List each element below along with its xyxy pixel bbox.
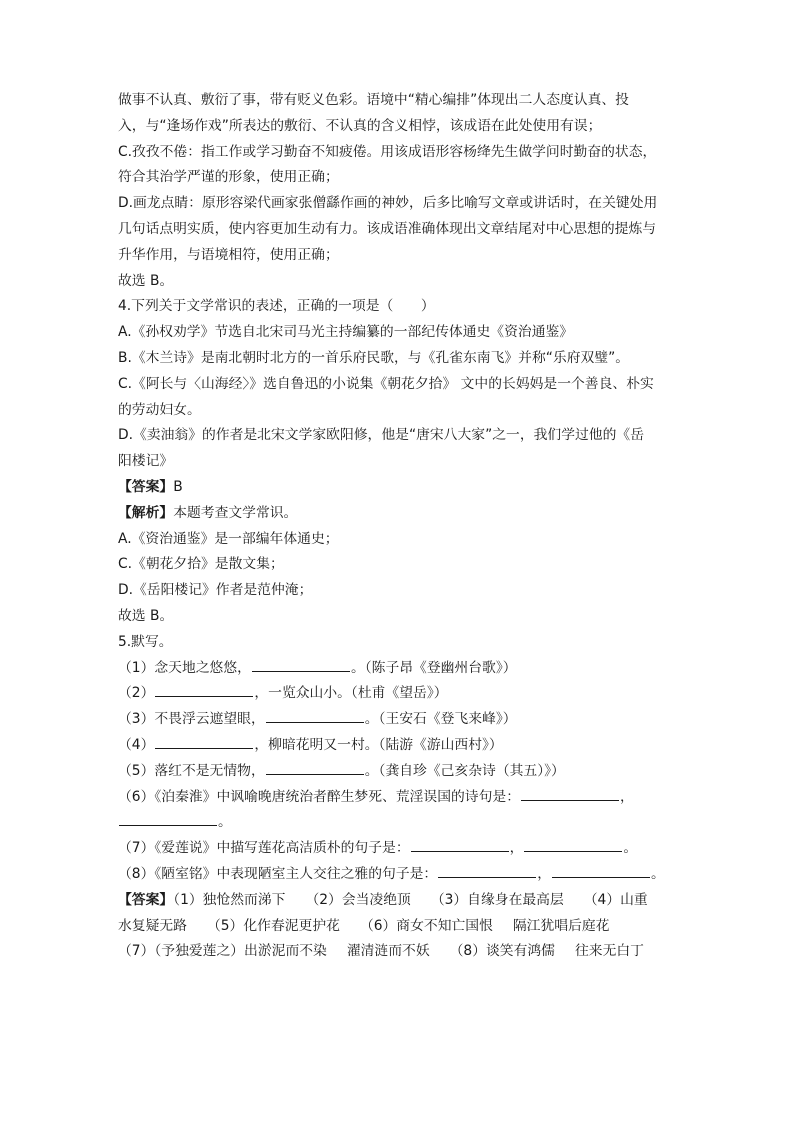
dictation-text: （8）《陋室铭》中表现陋室主人交往之雅的句子是：: [118, 865, 438, 882]
text-line: 入，与“逢场作戏”所表达的敷衍、不认真的含义相悖，该成语在此处使用有误；: [118, 117, 602, 134]
dictation-text: （7）《爱莲说》中描写莲花高洁质朴的句子是：: [118, 840, 410, 857]
answer-blank: [438, 863, 536, 878]
question-5-stem: 5.默写。: [118, 633, 173, 650]
text-line: D.画龙点睛：原形容梁代画家张僧繇作画的神妙，后多比喻写文章或讲话时，在关键处用: [118, 195, 658, 212]
answer-5-line-2: [118, 914, 678, 940]
dictation-text: ，: [509, 840, 524, 857]
dictation-text: 。（陈子昂《登幽州台歌》）: [350, 659, 517, 676]
text-line: 故选 B。: [118, 272, 174, 289]
text-line: 阳楼记》: [118, 453, 174, 470]
answer-item: 往来无白丁: [574, 943, 644, 960]
dictation-text: ，: [620, 788, 634, 805]
text-line: 符合其治学严谨的形象，使用正确；: [118, 169, 339, 186]
dictation-text: （3）不畏浮云遮望眼，: [118, 711, 265, 728]
text-line: 几句话点明实质，使内容更加生动有力。该成语准确体现出文章结尾对中心思想的提炼与: [118, 220, 657, 237]
answer-item: （7）（予独爱莲之）出淤泥而不染: [118, 943, 327, 960]
answer-blank: [411, 837, 509, 852]
question-4-stem: 4.下列关于文学常识的表述，正确的一项是（ ）: [118, 298, 435, 315]
dictation-8: [118, 862, 678, 888]
answer-value: B: [173, 478, 183, 495]
answer-blank: [252, 657, 350, 672]
option-a: A.《孙权劝学》节选自北宋司马光主持编纂的一部纪传体通史《资治通鉴》: [118, 324, 574, 341]
answer-blank: [155, 734, 253, 749]
answer-item: （3）自缘身在最高层: [430, 891, 564, 908]
answer-item: （6）商女不知亡国恨: [359, 917, 493, 934]
answer-item: （2）会当凌绝顶: [305, 891, 411, 908]
dictation-text: （2）: [118, 685, 155, 702]
answer-5-line-3: [118, 939, 678, 965]
analysis-tag: 【解析】: [118, 504, 174, 521]
answer-blank: [521, 786, 619, 801]
answer-item: （1）独怆然而涕下: [173, 891, 286, 908]
answer-item: 隔江犹唱后庭花: [512, 917, 610, 934]
dictation-text: （5）落红不是无情物，: [118, 762, 265, 779]
option-c: C.《阿长与〈山海经〉》选自鲁迅的小说集《朝花夕拾》 文中的长妈妈是一个善良、朴实: [118, 375, 654, 392]
dictation-text: ，: [537, 865, 552, 882]
dictation-3: [118, 707, 678, 733]
dictation-2: [118, 681, 678, 707]
answer-item: 水复疑无路: [118, 917, 187, 934]
answer-item: （5）化作春泥更护花: [206, 917, 340, 934]
dictation-6: [118, 785, 678, 811]
answer-4: [118, 475, 678, 501]
dictation-5: [118, 759, 678, 785]
dictation-text: （6）《泊秦淮》中讽喻晚唐统治者醉生梦死、荒淫误国的诗句是：: [118, 788, 520, 805]
answer-blank: [524, 837, 622, 852]
text-line: A.《资治通鉴》是一部编年体通史；: [118, 530, 339, 547]
dictation-text: 。（王安石《登飞来峰》）: [364, 711, 517, 728]
dictation-text: 。: [651, 865, 665, 882]
answer-blank: [155, 682, 253, 697]
text-line: 升华作用，与语境相符，使用正确；: [118, 246, 339, 263]
dictation-text: 。: [218, 814, 232, 831]
document-page: [118, 88, 678, 965]
answer-item: （4）山重: [583, 891, 648, 908]
dictation-text: 。: [623, 840, 638, 857]
answer-item: 濯清涟而不妖: [346, 943, 430, 960]
analysis-text: 本题考查文学常识。: [173, 504, 298, 521]
answer-item: （8）谈笑有鸿儒: [449, 943, 555, 960]
answer-tag: 【答案】: [118, 478, 174, 495]
dictation-text: （4）: [118, 736, 155, 753]
option-b: B.《木兰诗》是南北朝时北方的一首乐府民歌，与《孔雀东南飞》并称“乐府双璧”。: [118, 349, 630, 366]
answer-blank: [119, 811, 217, 826]
text-line: C.《朝花夕拾》是散文集；: [118, 556, 284, 573]
option-d: D.《卖油翁》的作者是北宋文学家欧阳修，他是“唐宋八大家”之一，我们学过他的《岳: [118, 427, 644, 444]
text-line: 故选 B。: [118, 607, 174, 624]
text-line: C.孜孜不倦：指工作或学习勤奋不知疲倦。用该成语形容杨绛先生做学问时勤奋的状态，: [118, 143, 657, 160]
dictation-text: 。（龚自珍《己亥杂诗（其五）》）: [364, 762, 565, 779]
text-line: 做事不认真、敷衍了事，带有贬义色彩。语境中“精心编排”体现出二人态度认真、投: [118, 92, 629, 108]
dictation-1: [118, 656, 678, 682]
dictation-7: [118, 836, 678, 862]
dictation-text: ，柳暗花明又一村。（陆游《游山西村》）: [254, 736, 503, 753]
dictation-text: ，一览众山小。（杜甫《望岳》）: [254, 685, 448, 702]
text-line: 的劳动妇女。: [118, 401, 201, 418]
dictation-text: （1）念天地之悠悠，: [118, 659, 251, 676]
text-line: D.《岳阳楼记》作者是范仲淹；: [118, 582, 313, 599]
answer-blank: [266, 760, 364, 775]
answer-blank: [266, 708, 364, 723]
answer-5-line-1: [118, 888, 678, 914]
analysis-4: [118, 501, 678, 527]
answer-blank: [552, 863, 650, 878]
answer-tag: 【答案】: [118, 891, 174, 908]
dictation-6-cont: [118, 810, 678, 836]
dictation-4: [118, 733, 678, 759]
